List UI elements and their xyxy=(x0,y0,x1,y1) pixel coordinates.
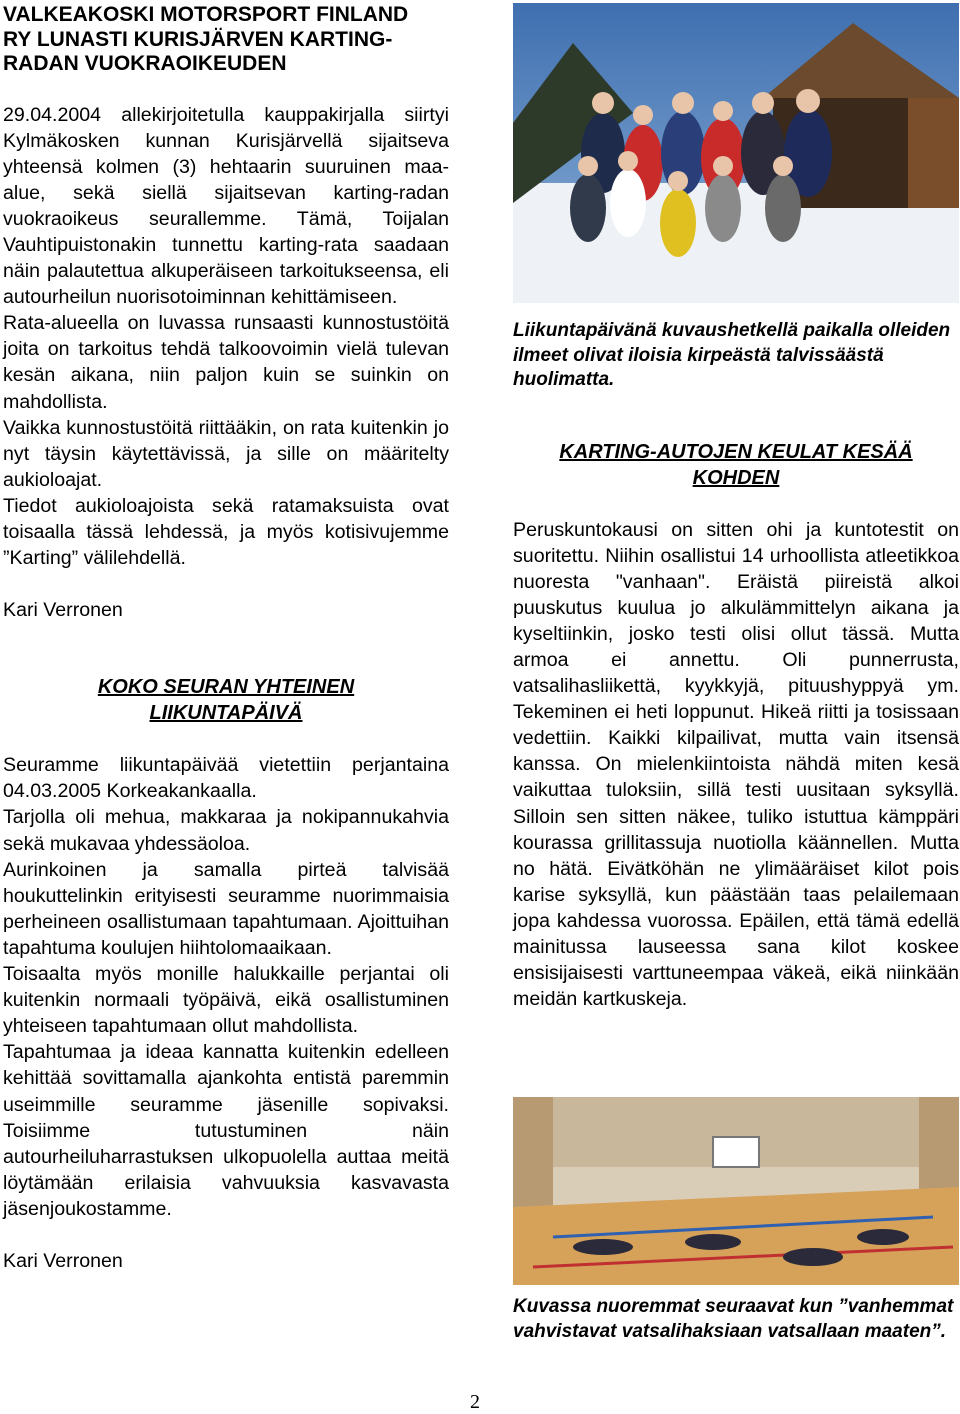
section-heading xyxy=(513,439,959,491)
section-heading-line: KOHDEN xyxy=(692,466,780,489)
paragraph: Tapahtumaa ja ideaa kannatta kuitenkin edelleen kehittää sovittamalla ajankohta entistä paremmin useimmille seuramme jäsenille sopivaksi. Toisiimme tutustuminen näin autourheiluharrastuksen ulkopuolella auttaa meitä löytämään erilaisia vahvuuksia kasvavasta jäsenjoukostamme. xyxy=(3,1041,449,1220)
paragraph: Toisaalta myös monille halukkaille perjantai oli kuitenkin normaali työpäivä, eikä osallistuminen yhteiseen tapahtumaan ollut mahdollista. xyxy=(3,963,449,1038)
paragraph: Seuramme liikuntapäivää vietettiin perjantaina 04.03.2005 Korkeakankaalla. xyxy=(3,754,449,803)
paragraph: Peruskuntokausi on sitten ohi ja kuntotestit on suoritettu. Niihin osallistui 14 urhoollista atleetikkoa nuoresta "vanhaan". Eräistä piireistä alkoi puuskutus kuulua jo alkulämmittelyn aikana ja kyseltiinkin, josko testi olisi ollut tässä. Mutta armoa ei annettu. Oli punnerrusta, vatsalihasliikettä, kyykkyjä, pituushyppyä ym. Tekeminen ei heti loppunut. Hikeä riitti ja tosissaan vedettiin. Kaikki kilpailivat, mutta vain itsensä kanssa. On mielenkiintoista nähdä miten kesä vaikuttaa tuloksiin, sillä testi uusitaan syksyllä. Silloin sen sitten näkee, tuliko istuttua kämppäri kourassa grillitassuja nuotiolla käännellen. Mutta no hätä. Eivätköhän ne ylimääräiset kilot pois karise syksyllä, kun päästään taas pelailemaan jopa kahdessa vuorossa. Epäilen, että tämä edellä mainitussa lauseessa sana kilot koskee ensisijaisesti varttuneempaa väkeä, eikä niinkään meidän kartkuskeja. xyxy=(513,518,959,1011)
section-heading-line: KOKO SEURAN YHTEINEN xyxy=(97,676,355,699)
paragraph: Aurinkoinen ja samalla pirteä talvisää houkuttelinkin erityisesti seuramme nuorimmaisia perheineen osallistumaan tapahtumaan. Ajoittuihan tapahtuma koulujen hiihtolomaaikaan. xyxy=(3,858,449,959)
photo-caption: Liikuntapäivänä kuvaushetkellä paikalla olleiden ilmeet olivat iloisia kirpeästä talvissäästä huolimatta. xyxy=(513,320,951,390)
gym-photo xyxy=(513,1097,959,1285)
photo-caption: Kuvassa nuoremmat seuraavat kun ”vanhemmat vahvistavat vatsalihaksiaan vatsallaan maaten”. xyxy=(513,1296,954,1342)
article-heading-line: RY LUNASTI KURISJÄRVEN KARTING- xyxy=(3,27,393,51)
paragraph: Tarjolla oli mehua, makkaraa ja nokipannukahvia sekä mukavaa yhdessäoloa. xyxy=(3,806,449,855)
article-heading xyxy=(3,3,449,77)
photo-caption-box xyxy=(513,1295,959,1344)
paragraph: Vaikka kunnostustöitä riittääkin, on rata kuitenkin jo nyt täysin käytettävissä, ja sille on määritelty aukioloajat. xyxy=(3,416,449,491)
paragraph: Tiedot aukioloajoista sekä ratamaksuista ovat toisaalla tässä lehdessä, ja myös kotisivujemme ”Karting” välilehdellä. xyxy=(3,494,449,570)
page-number: 2 xyxy=(470,1391,480,1413)
author-signature: Kari Verronen xyxy=(3,599,123,622)
article-heading-line: RADAN VUOKRAOIKEUDEN xyxy=(3,52,287,75)
left-column xyxy=(3,3,449,1274)
section-heading-line: LIIKUNTAPÄIVÄ xyxy=(149,702,303,725)
paragraph: 29.04.2004 allekirjoitetulla kauppakirjalla siirtyi Kylmäkosken kunnan Kurisjärvellä sijaitseva yhteensä kolmen (3) hehtaarin suuruinen maa-alue, sekä siellä sijaitsevan karting-radan vuokraoikeus seurallemme. Tämä, Toijalan Vauhtipuistonakin tunnettu karting-rata saadaan näin palautettua alkuperäiseen tarkoitukseensa, eli autourheilun nuorisotoiminnan kehittämiseen. xyxy=(3,103,449,309)
section-heading-line: KARTING-AUTOJEN KEULAT KESÄÄ xyxy=(559,440,913,463)
right-column xyxy=(513,3,959,1012)
section-heading xyxy=(3,674,449,726)
author-signature: Kari Verronen xyxy=(3,1249,123,1272)
article-heading-line: VALKEAKOSKI MOTORSPORT FINLAND xyxy=(3,3,409,26)
paragraph: Rata-alueella on luvassa runsaasti kunnostustöitä joita on tarkoitus tehdä talkoovoimin vielä tulevan kesän aikana, niin paljon kuin se suinkin on mahdollista. xyxy=(3,312,449,413)
